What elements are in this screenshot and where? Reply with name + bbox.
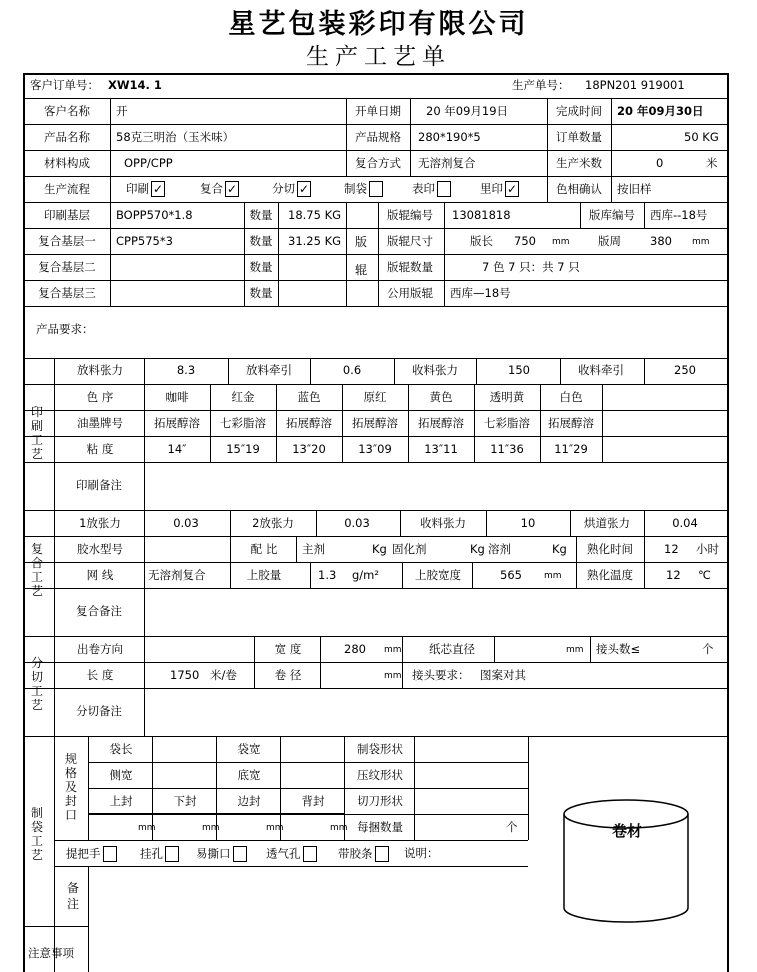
bag-length-label: 袋长 xyxy=(109,742,133,756)
compound-layer1-value: CPP575*3 xyxy=(116,234,173,248)
process-bag: 制袋 xyxy=(344,181,383,197)
glue-amount-label: 上胶量 xyxy=(246,568,282,582)
roll-diameter-unit: mm xyxy=(384,671,402,681)
kg-unit-2: Kg xyxy=(470,542,485,556)
print-qty-value: 18.75 KG xyxy=(288,208,342,222)
public-roller-label: 公用版辊 xyxy=(387,286,433,300)
meters-unit: 米 xyxy=(706,156,718,170)
kg-unit-3: Kg xyxy=(552,542,567,556)
open-date-label: 开单日期 xyxy=(355,104,401,118)
roller-label: 版 辊 xyxy=(354,235,367,277)
process-label: 生产流程 xyxy=(44,182,90,196)
material-value: OPP/CPP xyxy=(124,156,173,170)
roll-length-unit: 米/卷 xyxy=(210,668,237,682)
roller-size-label: 版辊尺寸 xyxy=(387,234,433,248)
compound-method-value: 无溶剂复合 xyxy=(418,156,476,170)
main-agent-label: 主剂 xyxy=(302,542,325,556)
meters-label: 生产米数 xyxy=(556,156,602,170)
mm-unit-1: mm xyxy=(138,823,156,833)
ink-cell: 拓展醇溶 xyxy=(154,416,200,430)
bag-shape-label: 制袋形状 xyxy=(357,742,403,756)
roll-length-label: 长 度 xyxy=(86,668,114,682)
print-base-value: BOPP570*1.8 xyxy=(116,208,193,222)
checkbox-bag[interactable] xyxy=(369,181,383,197)
joint-count-label: 接头数≤ xyxy=(596,642,641,656)
roller-count-label: 版辊数量 xyxy=(387,260,433,274)
rewind-tension2-value: 10 xyxy=(520,516,536,530)
ink-cell: 拓展醇溶 xyxy=(286,416,332,430)
viscosity-cell: 14″ xyxy=(167,442,187,456)
bag-note-label: 备注 xyxy=(66,881,79,911)
rewind-direction-label: 出卷方向 xyxy=(77,642,123,656)
order-qty-value: 50 KG xyxy=(684,130,719,144)
color-cell: 透明黄 xyxy=(489,390,525,404)
viscosity-cell: 13″11 xyxy=(424,442,458,456)
slitting-note-label: 分切备注 xyxy=(76,704,122,718)
checkbox-inner-print[interactable]: ✓ xyxy=(506,182,518,196)
bundle-qty-label: 每捆数量 xyxy=(357,820,403,834)
glue-model-label: 胶水型号 xyxy=(77,542,123,556)
roller-no-value: 13081818 xyxy=(452,208,511,222)
adhesive-strip-checkbox[interactable] xyxy=(375,846,389,862)
color-order-label: 色 序 xyxy=(86,390,114,404)
color-cell: 原红 xyxy=(363,390,387,404)
unwind-pull-label: 放料牵引 xyxy=(246,363,292,377)
vent-hole-checkbox[interactable] xyxy=(303,846,317,862)
top-seal-label: 上封 xyxy=(109,794,133,808)
color-cell: 红金 xyxy=(231,390,255,404)
adhesive-strip-option: 带胶条 xyxy=(338,846,389,862)
glue-width-value: 565 xyxy=(500,568,522,582)
order-qty-label: 订单数量 xyxy=(556,130,602,144)
easy-tear-checkbox[interactable] xyxy=(233,846,247,862)
customer-value: 开 xyxy=(116,104,128,118)
explanation-label: 说明： xyxy=(404,846,439,860)
compound-layer3-label: 复合基层三 xyxy=(38,286,96,300)
emboss-shape-label: 压纹形状 xyxy=(357,768,403,782)
joint-count-unit: 个 xyxy=(702,642,714,656)
curing-agent-label: 固化剂 xyxy=(392,542,427,556)
tension2-label: 2放张力 xyxy=(252,516,294,530)
kg-unit-1: Kg xyxy=(372,542,387,556)
bag-spec-label: 规格及封口 xyxy=(64,752,77,822)
compound-note-label: 复合备注 xyxy=(76,604,122,618)
color-confirm-value: 按旧样 xyxy=(617,182,652,196)
roller-length-value: 750 xyxy=(514,234,536,248)
slitting-section-label: 分切工艺 xyxy=(30,656,43,712)
product-requirement-label: 产品要求： xyxy=(36,322,94,336)
roller-length-label: 版长 xyxy=(470,234,493,248)
slit-width-unit: mm xyxy=(384,645,402,655)
checkbox-surface-print[interactable] xyxy=(437,181,451,197)
order-number-value: XW14. 1 xyxy=(108,78,162,92)
print-base-label: 印刷基层 xyxy=(44,208,90,222)
oven-tension-value: 0.04 xyxy=(672,516,698,530)
document-title: 生产工艺单 xyxy=(306,44,451,70)
production-number-label: 生产单号： xyxy=(512,78,570,92)
joint-requirement-value: 图案对其 xyxy=(480,668,526,682)
bag-width-label: 袋宽 xyxy=(237,742,261,756)
roll-length-value: 1750 xyxy=(170,668,200,682)
oven-tension-label: 烘道张力 xyxy=(584,516,630,530)
tension1-label: 1放张力 xyxy=(79,516,121,530)
ink-cell: 拓展醇溶 xyxy=(548,416,594,430)
product-name-value: 58克三明治（玉米味） xyxy=(116,130,235,144)
ink-cell: 拓展醇溶 xyxy=(352,416,398,430)
side-width-label: 侧宽 xyxy=(109,768,133,782)
production-number-value: 18PN201 919001 xyxy=(585,78,685,92)
tension2-value: 0.03 xyxy=(344,516,370,530)
lib-no-label: 版库编号 xyxy=(589,208,635,222)
color-cell: 黄色 xyxy=(429,390,453,404)
rewind-tension2-label: 收料张力 xyxy=(420,516,466,530)
roll-material-drawing xyxy=(556,796,696,928)
handle-option: 提把手 xyxy=(66,846,117,862)
lib-no-value: 西库--18号 xyxy=(650,208,708,222)
roll-material-label: 卷材 xyxy=(612,822,643,840)
unwind-tension-label: 放料张力 xyxy=(77,363,123,377)
easy-tear-option: 易撕口 xyxy=(196,846,247,862)
slit-width-label: 宽 度 xyxy=(274,642,302,656)
bundle-qty-unit: 个 xyxy=(506,820,518,834)
cure-time-value: 12 xyxy=(664,542,679,556)
roller-circ-label: 版周 xyxy=(598,234,621,248)
glue-width-unit: mm xyxy=(544,571,562,581)
public-roller-value: 西库—18号 xyxy=(450,286,511,300)
print-qty-label: 数量 xyxy=(249,208,273,222)
viscosity-label: 粘 度 xyxy=(86,442,114,456)
finish-time-label: 完成时间 xyxy=(556,104,602,118)
compound-method-label: 复合方式 xyxy=(355,156,401,170)
cure-temp-unit: ℃ xyxy=(698,568,711,582)
process-print: 印刷 ✓ xyxy=(126,181,164,196)
solvent-label: 溶剂 xyxy=(488,542,511,556)
edge-seal-label: 边封 xyxy=(237,794,261,808)
bag-section-label: 制袋工艺 xyxy=(30,806,43,862)
cure-temp-label: 熟化温度 xyxy=(587,568,633,582)
checkbox-compound[interactable]: ✓ xyxy=(226,182,238,196)
color-confirm-label: 色相确认 xyxy=(556,182,602,196)
viscosity-cell: 13″09 xyxy=(358,442,392,456)
ink-cell: 七彩脂溶 xyxy=(220,416,266,430)
finish-time-value: 20 年09月30日 xyxy=(617,104,704,118)
vent-hole-option: 透气孔 xyxy=(266,846,317,862)
material-label: 材料构成 xyxy=(44,156,90,170)
cure-time-unit: 小时 xyxy=(696,542,719,556)
back-seal-label: 背封 xyxy=(301,794,325,808)
compound-layer1-label: 复合基层一 xyxy=(38,234,96,248)
c1-qty-label: 数量 xyxy=(249,234,273,248)
hang-hole-option: 挂孔 xyxy=(140,846,179,862)
printing-note-label: 印刷备注 xyxy=(76,478,122,492)
compound-section-label: 复合工艺 xyxy=(30,542,43,598)
rewind-pull-value: 250 xyxy=(674,363,696,377)
color-cell: 白色 xyxy=(559,390,583,404)
viscosity-cell: 11″36 xyxy=(490,442,524,456)
roller-length-unit: mm xyxy=(552,237,570,247)
checkbox-slit[interactable]: ✓ xyxy=(298,182,310,196)
cutter-shape-label: 切刀形状 xyxy=(357,794,403,808)
c2-qty-label: 数量 xyxy=(249,260,273,274)
c1-qty-value: 31.25 KG xyxy=(288,234,342,248)
ink-cell: 七彩脂溶 xyxy=(484,416,530,430)
cure-time-label: 熟化时间 xyxy=(587,542,633,556)
rewind-tension-label: 收料张力 xyxy=(412,363,458,377)
tension1-value: 0.03 xyxy=(173,516,199,530)
mm-unit-4: mm xyxy=(330,823,348,833)
compound-layer2-label: 复合基层二 xyxy=(38,260,96,274)
roller-circ-value: 380 xyxy=(650,234,672,248)
rewind-tension-value: 150 xyxy=(508,363,530,377)
roller-no-label: 版辊编号 xyxy=(387,208,433,222)
product-spec-value: 280*190*5 xyxy=(418,130,481,144)
c3-qty-label: 数量 xyxy=(249,286,273,300)
hang-hole-checkbox[interactable] xyxy=(165,846,179,862)
process-inner-print: 里印 ✓ xyxy=(480,181,518,196)
customer-label: 客户名称 xyxy=(44,104,90,118)
mm-unit-2: mm xyxy=(202,823,220,833)
roller-circ-unit: mm xyxy=(692,237,710,247)
color-cell: 咖啡 xyxy=(165,390,189,404)
roll-diameter-label: 卷 径 xyxy=(274,668,302,682)
glue-width-label: 上胶宽度 xyxy=(415,568,461,582)
process-compound: 复合 ✓ xyxy=(200,181,238,196)
product-name-label: 产品名称 xyxy=(44,130,90,144)
checkbox-print[interactable]: ✓ xyxy=(152,182,164,196)
joint-requirement-label: 接头要求： xyxy=(412,668,470,682)
slit-width-value: 280 xyxy=(344,642,366,656)
roller-count-value: 7 色 7 只：共 7 只 xyxy=(482,260,580,274)
color-cell: 蓝色 xyxy=(297,390,321,404)
process-slit: 分切 ✓ xyxy=(272,181,310,196)
cure-temp-value: 12 xyxy=(666,568,681,582)
ratio-label: 配 比 xyxy=(250,542,278,556)
viscosity-cell: 11″29 xyxy=(554,442,588,456)
unwind-pull-value: 0.6 xyxy=(342,363,362,377)
screen-line-value: 无溶剂复合 xyxy=(148,568,206,582)
ink-brand-label: 油墨牌号 xyxy=(77,416,123,430)
printing-section-label: 印刷工艺 xyxy=(30,405,43,461)
mm-unit-3: mm xyxy=(266,823,284,833)
bottom-seal-label: 下封 xyxy=(173,794,197,808)
viscosity-cell: 13″20 xyxy=(292,442,326,456)
meters-value: 0 xyxy=(656,156,664,170)
core-diameter-label: 纸芯直径 xyxy=(429,642,475,656)
handle-checkbox[interactable] xyxy=(103,846,117,862)
process-surface-print: 表印 xyxy=(412,181,451,197)
order-number-label: 客户订单号： xyxy=(30,78,99,92)
viscosity-cell: 15″19 xyxy=(226,442,260,456)
screen-line-label: 网 线 xyxy=(86,568,114,582)
notice-label: 注意事项 xyxy=(28,946,74,960)
bottom-width-label: 底宽 xyxy=(237,768,261,782)
unwind-tension-value: 8.3 xyxy=(176,363,196,377)
open-date-value: 20 年09月19日 xyxy=(426,104,509,118)
glue-amount-value: 1.3 xyxy=(318,568,337,582)
core-diameter-unit: mm xyxy=(566,645,584,655)
glue-amount-unit: g/m² xyxy=(352,568,379,582)
product-spec-label: 产品规格 xyxy=(355,130,401,144)
rewind-pull-label: 收料牵引 xyxy=(578,363,624,377)
company-name: 星艺包装彩印有限公司 xyxy=(228,9,529,40)
ink-cell: 拓展醇溶 xyxy=(418,416,464,430)
